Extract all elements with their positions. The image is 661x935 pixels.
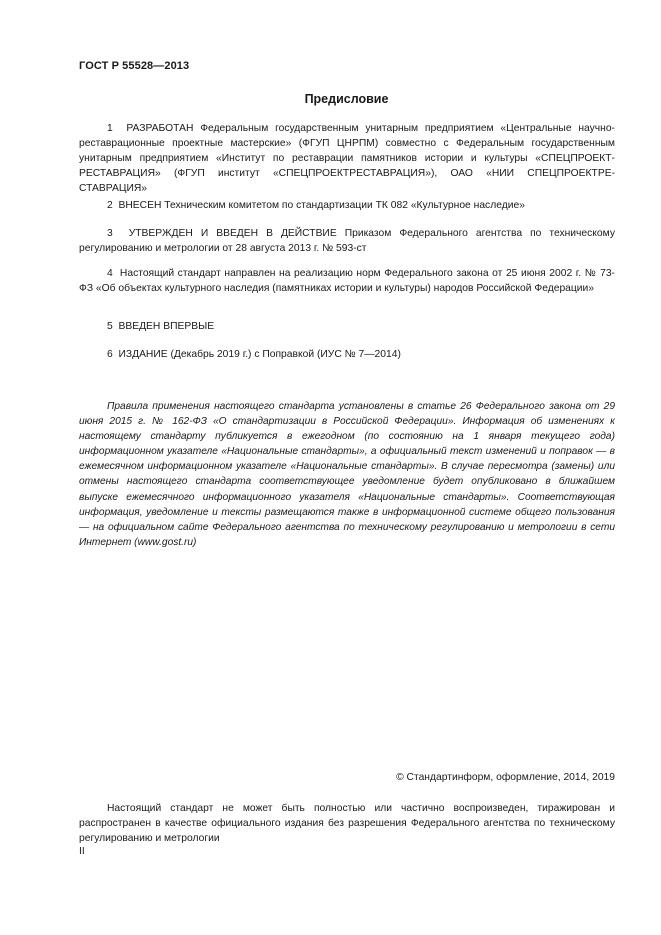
usage-notice-text: Правила применения настоящего стандарта установлены в статье 26 Федерального закона от 29 июня 2015 г. № 162-ФЗ «О стандартизации в Российской Федерации». Информация об изменениях к настоящему стандарту публикуется в ежегодном (по состоянию на 1 января текущего года) информационном указателе «Национальные стандарты», а официальный текст изменений и поправок — в ежемесячном информационном указателе «Национальные стандарты». В случае пересмотра (замены) или отмены настоящего стандарта соответствующее уведомление будет опубликовано в ближайшем выпуске ежемесячного информационного указателя «Национальные стандарты». Соответствующая информация, уведомление и тексты размещаются также в информационной системе общего пользования — на официальном сайте Федерального агентства по техническому регулированию и метрологии в сети Интернет (www.gost.ru)	[79, 401, 615, 548]
standard-code-header: ГОСТ Р 55528—2013	[79, 60, 190, 72]
paragraph-number: 1	[107, 123, 113, 134]
paragraph-2	[79, 198, 615, 213]
paragraph-text: ВНЕСЕН Техническим комитетом по стандартизации ТК 082 «Культурное наследие»	[118, 200, 525, 211]
page-number: II	[79, 846, 85, 857]
paragraph-3	[79, 226, 615, 256]
paragraph-text: ВВЕДЕН ВПЕРВЫЕ	[118, 321, 215, 332]
paragraph-text: УТВЕРЖДЕН И ВВЕДЕН В ДЕЙСТВИЕ Приказом Федерального агентства по техническому регулированию и метрологии от 28 августа 2013 г. № 593-ст	[79, 228, 615, 254]
usage-notice	[79, 399, 615, 550]
paragraph-number: 2	[107, 200, 113, 211]
page-title: Предисловие	[304, 92, 389, 106]
paragraph-6	[79, 347, 615, 362]
paragraph-number: 4	[107, 268, 113, 279]
reprint-notice-text: Настоящий стандарт не может быть полностью или частично воспроизведен, тиражирован и распространен в качестве официального издания без разрешения Федерального агентства по техническому регулированию и метрологии	[79, 803, 615, 844]
paragraph-number: 3	[107, 228, 113, 239]
paragraph-text: Настоящий стандарт направлен на реализацию норм Федерального закона от 25 июня 2002 г. № 73-ФЗ «Об объектах культурного наследия (памятниках истории и культуры) народов Российской Федерации»	[79, 268, 615, 294]
paragraph-1	[79, 121, 615, 196]
reprint-notice	[79, 801, 615, 846]
paragraph-text: ИЗДАНИЕ (Декабрь 2019 г.) с Поправкой (ИУС № 7—2014)	[118, 349, 401, 360]
paragraph-text: РАЗРАБОТАН Федеральным государственным унитарным предприятием «Центральные научно-реставрационные проектные мастерские» (ФГУП ЦНРПМ) совместно с Федеральным государственным унитарным предприятием «Институт по реставрации памятников истории и культуры «СПЕЦПРОЕКТ-РЕСТАВРАЦИЯ» (ФГУП институт «СПЕЦПРОЕКТРЕСТАВРАЦИЯ»), ОАО «НИИ СПЕЦПРОЕКТРЕ-СТАВРАЦИЯ»	[79, 123, 615, 194]
paragraph-number: 6	[107, 349, 113, 360]
paragraph-4	[79, 266, 615, 296]
paragraph-5	[79, 319, 615, 334]
copyright-line: © Стандартинформ, оформление, 2014, 2019	[396, 772, 615, 783]
paragraph-number: 5	[107, 321, 113, 332]
